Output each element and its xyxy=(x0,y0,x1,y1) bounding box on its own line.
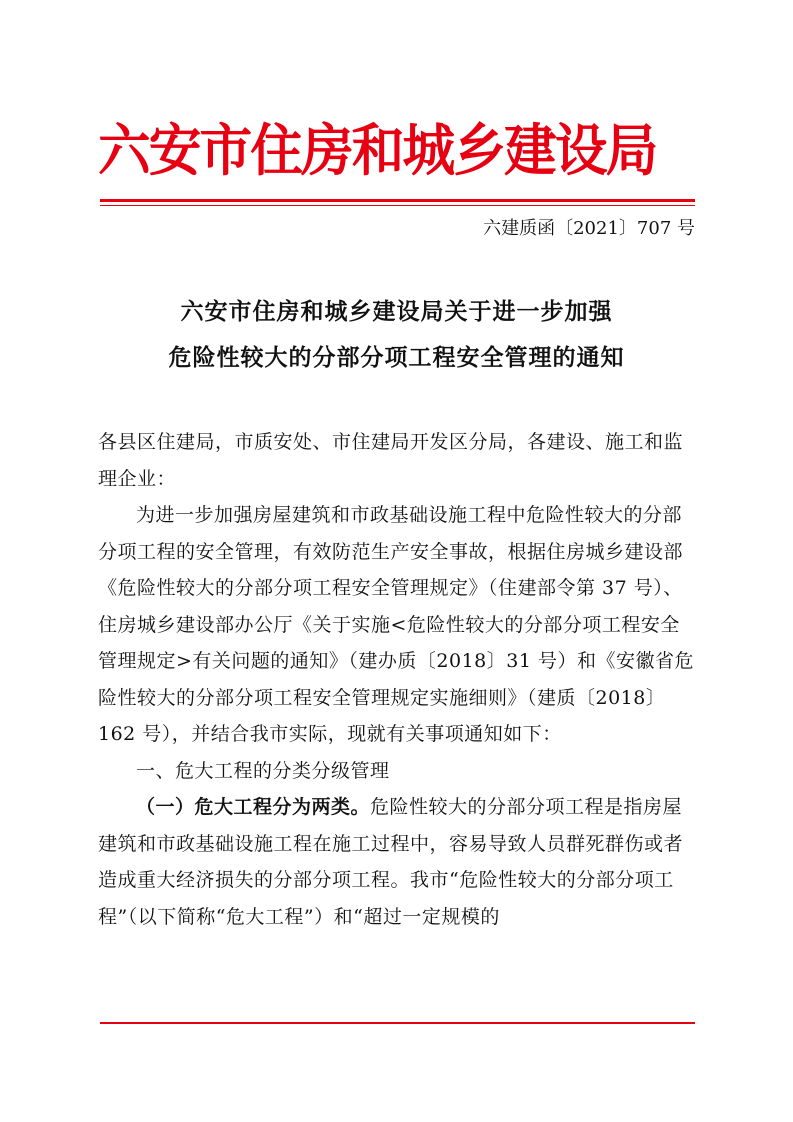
letterhead-red-rule-thick xyxy=(100,199,695,202)
letterhead-red-rule-thin xyxy=(100,205,695,206)
addressee: 各县区住建局，市质安处、市住建局开发区分局，各建设、施工和监理企业： xyxy=(98,431,684,490)
document-title-line-1: 六安市住房和城乡建设局关于进一步加强 xyxy=(180,298,613,325)
letterhead-org-name: 六安市住房和城乡建设局 xyxy=(98,119,657,184)
document-number: 六建质函〔2021〕707 号 xyxy=(483,218,695,239)
document-body xyxy=(98,424,695,935)
section-1-sub-1-heading: （一）危大工程分为两类。 xyxy=(136,796,371,818)
section-1-sub-1-text: 危险性较大的分部分项工程是指房屋建筑和市政基础设施工程在施工过程中，容易导致人员群死群伤或者造成重大经济损失的分部分项工程。我市“危险性较大的分部分项工程”（以下简称“危大工程”）和“超过一定规模的 xyxy=(98,796,684,928)
footer-red-rule xyxy=(100,1022,695,1024)
section-1-heading: 一、危大工程的分类分级管理 xyxy=(136,759,390,782)
document-title xyxy=(98,289,695,381)
intro-paragraph: 为进一步加强房屋建筑和市政基础设施工程中危险性较大的分部分项工程的安全管理，有效防范生产安全事故，根据住房城乡建设部《危险性较大的分部分项工程安全管理规定》（住建部令第 37 号）、住房城乡建设部办公厅《关于实施<危险性较大的分部分项工程安全管理规定>有关问题的通知》（建办质〔2018〕31 号）和《安徽省危险性较大的分部分项工程安全管理规定实施细则》（建质〔2018〕162 号），并结合我市实际，现就有关事项通知如下： xyxy=(98,504,694,745)
document-title-line-2: 危险性较大的分部分项工程安全管理的通知 xyxy=(168,344,625,371)
section-1-sub-1-paragraph xyxy=(98,789,695,935)
